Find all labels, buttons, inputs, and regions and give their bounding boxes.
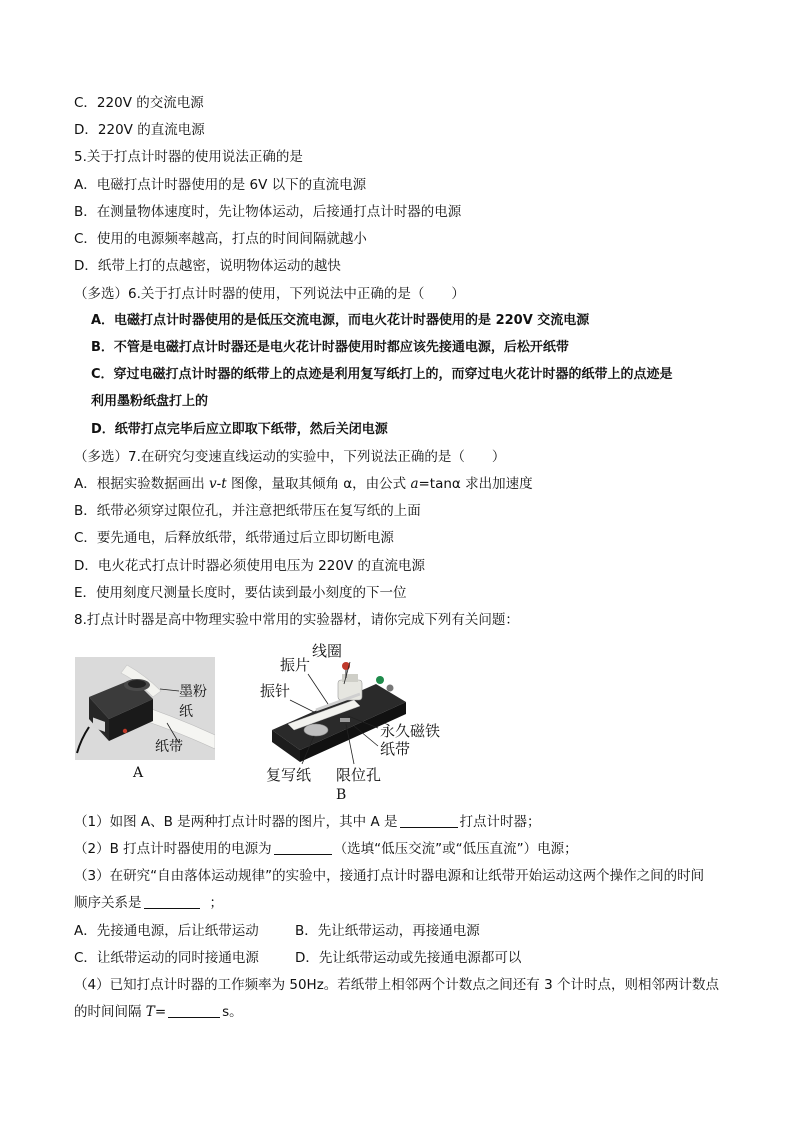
q7-a-prefix: A．根据实验数据画出 [74,476,210,492]
question-5-option-a: A．电磁打点计时器使用的是 6V 以下的直流电源 [74,177,367,193]
question-6-option-b: B．不管是电磁打点计时器还是电火花计时器使用时都应该先接通电源，后松开纸带 [91,340,569,355]
q8-4-equals: = [154,1004,167,1020]
q8-3-prefix: 顺序关系是 [74,895,142,911]
figure-a-ink-label: 墨粉纸 [179,684,207,720]
acceleration-symbol: a [410,476,419,492]
question-7-stem: （多选）7.在研究匀变速直线运动的实验中，下列说法正确的是（ ） [74,449,506,465]
figure-b-magnet-label: 永久磁铁 [380,722,441,740]
option-d-220v-dc: D．220V 的直流电源 [74,122,205,138]
figure-b-limit-hole-label: 限位孔 [336,766,382,784]
figure-a-tape-label: 纸带 [155,739,183,755]
figure-b-coil-label: 线圈 [312,642,343,660]
question-8-part-3-option-d: D．先让纸带运动或先接通电源都可以 [295,950,522,966]
question-8-part-4-line1: （4）已知打点计时器的工作频率为 50Hz。若纸带上相邻两个计数点之间还有 3 个计时点，则相邻两计数点 [74,977,719,993]
answer-blank-4[interactable] [168,1003,220,1018]
question-6-option-a: A．电磁打点计时器使用的是低压交流电源，而电火花计时器使用的是 220V 交流电源 [91,313,590,328]
question-7-option-c: C．要先通电，后释放纸带，纸带通过后立即切断电源 [74,530,394,546]
question-5-option-c: C．使用的电源频率越高，打点的时间间隔就越小 [74,231,367,247]
question-7-option-e: E．使用刻度尺测量长度时，要估读到最小刻度的下一位 [74,585,407,601]
q8-2-prefix: （2）B 打点计时器使用的电源为 [74,841,272,857]
question-5-option-b: B．在测量物体速度时，先让物体运动，后接通打点计时器的电源 [74,204,462,220]
figure-b-carbon-paper-label: 复写纸 [266,766,312,784]
figure-b-photo [258,638,458,788]
q7-a-post: =tanα 求出加速度 [418,476,533,492]
q8-4-unit: s。 [222,1004,243,1020]
question-7-option-b: B．纸带必须穿过限位孔，并注意把纸带压在复写纸的上面 [74,503,421,519]
question-6-option-c-line2: 利用墨粉纸盘打上的 [91,394,209,409]
q8-1-prefix: （1）如图 A、B 是两种打点计时器的图片，其中 A 是 [74,814,398,830]
figure-b-caption: B [336,787,347,803]
q8-1-suffix: 打点计时器； [459,814,541,830]
answer-blank-1[interactable] [400,813,458,828]
question-6-stem: （多选）6.关于打点计时器的使用，下列说法中正确的是（ ） [74,286,465,302]
answer-blank-3[interactable] [144,894,200,909]
question-8-part-3-option-c: C．让纸带运动的同时接通电源 [74,950,259,966]
question-8-part-2 [74,840,578,858]
option-c-220v-ac: C．220V 的交流电源 [74,95,204,111]
figure-b-vibrating-plate-label: 振片 [280,656,311,674]
question-8-part-3-option-b: B．先让纸带运动，再接通电源 [295,923,480,939]
question-8-part-1 [74,813,541,831]
q8-4-prefix: 的时间间隔 [74,1004,146,1020]
question-6-option-c-line1: C．穿过电磁打点计时器的纸带上的点迹是利用复写纸打上的，而穿过电火花计时器的纸带上的点迹是 [91,367,673,382]
question-8-part-4-line2 [74,1003,243,1021]
question-6-option-d: D．纸带打点完毕后应立即取下纸带，然后关闭电源 [91,422,388,437]
question-5-option-d: D．纸带上打的点越密，说明物体运动的越快 [74,258,341,274]
q8-3-suffix: ； [209,895,223,911]
figure-b-tape-label: 纸带 [380,740,411,758]
question-8-part-3-line2 [74,894,223,912]
question-8-stem: 8.打点计时器是高中物理实验中常用的实验器材，请你完成下列有关问题： [74,612,519,628]
question-8-part-3-line1: （3）在研究“自由落体运动规律”的实验中，接通打点计时器电源和让纸带开始运动这两个操作之间的时间 [74,868,705,884]
question-7-option-a [74,475,533,493]
q8-2-suffix: （选填“低压交流”或“低压直流”）电源； [333,841,578,857]
q7-a-mid: 图像，量取其倾角 α，由公式 [226,476,411,492]
question-8-part-3-option-a: A．先接通电源，后让纸带运动 [74,923,259,939]
period-symbol: T [145,1004,155,1020]
figure-a-caption: A [133,765,144,781]
figure-a-photo [75,657,215,760]
answer-blank-2[interactable] [274,840,332,855]
question-7-option-d: D．电火花式打点计时器必须使用电压为 220V 的直流电源 [74,558,425,574]
vt-graph-symbol: v-t [209,476,227,492]
question-5-stem: 5.关于打点计时器的使用说法正确的是 [74,149,303,165]
figure-b-needle-label: 振针 [260,682,291,700]
